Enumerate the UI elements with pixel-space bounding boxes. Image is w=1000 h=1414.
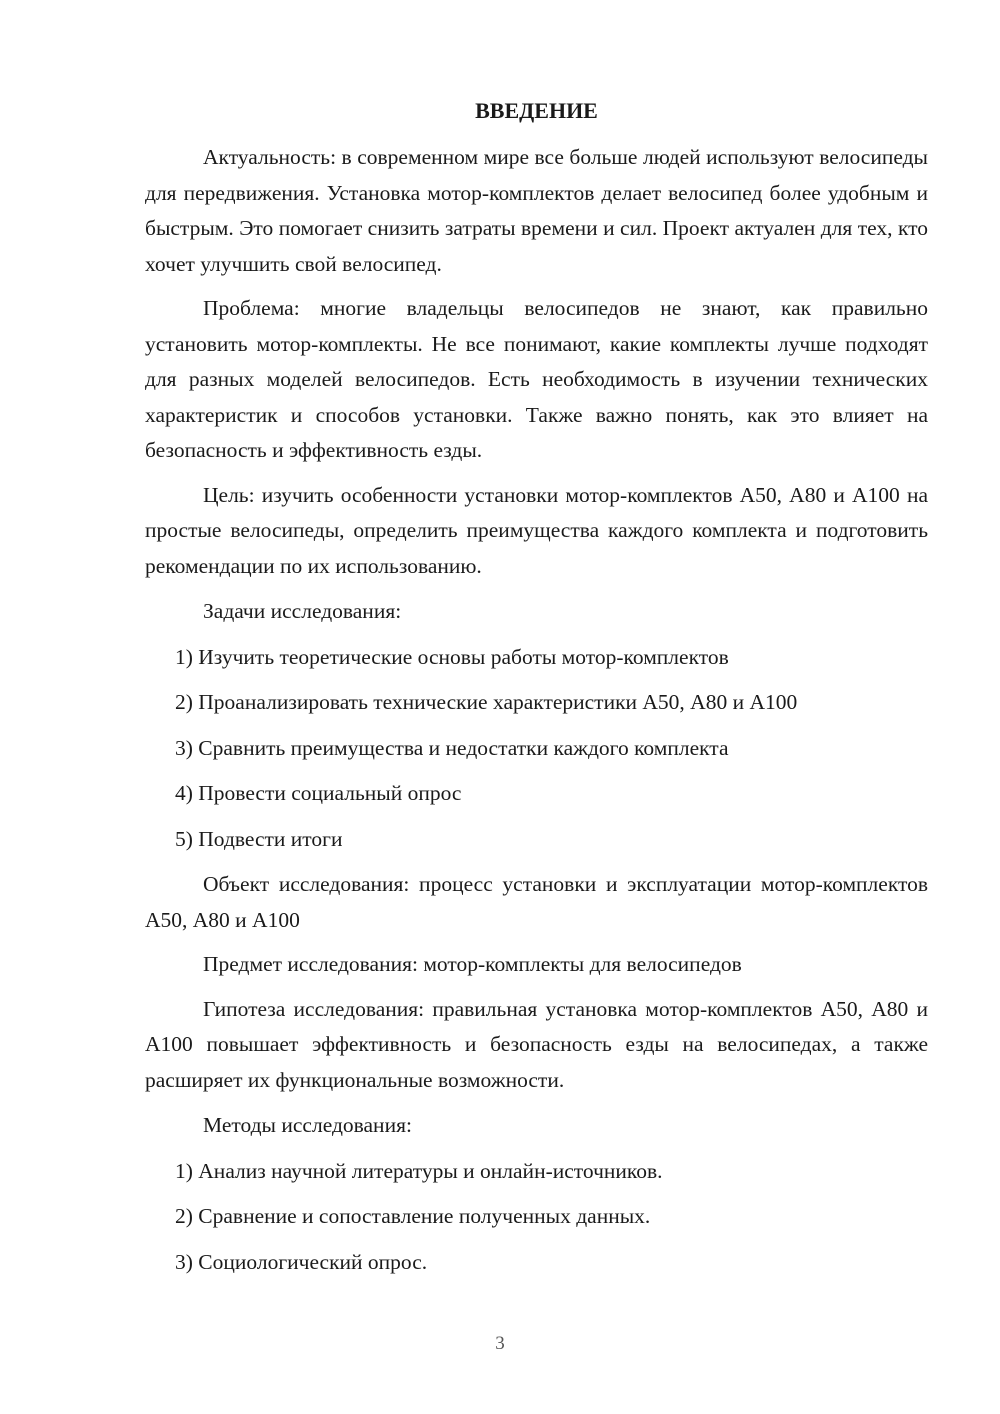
task-item: 5) Подвести итоги: [175, 826, 343, 851]
task-item: 1) Изучить теоретические основы работы мотор-комплектов: [175, 644, 729, 669]
hypothesis-paragraph: Гипотеза исследования: правильная установка мотор-комплектов А50, А80 и А100 повышает эффективность и безопасность езды на велосипедах, а также расширяет их функциональные возможности.: [145, 996, 928, 1092]
methods-label: Методы исследования:: [203, 1113, 412, 1137]
document-page: [145, 96, 928, 1290]
section-title: ВВЕДЕНИЕ: [475, 98, 598, 123]
relevance-paragraph: Актуальность: в современном мире все больше людей используют велосипеды для передвижения. Установка мотор-комплектов делает велосипед более удобным и быстрым. Это помогает снизить затраты времени и сил. Проект актуален для тех, кто хочет улучшить свой велосипед.: [145, 145, 928, 276]
method-item: 3) Социологический опрос.: [175, 1249, 428, 1274]
method-item: 1) Анализ научной литературы и онлайн-источников.: [175, 1158, 663, 1183]
task-item: 3) Сравнить преимущества и недостатки каждого комплекта: [175, 735, 729, 760]
object-paragraph: Объект исследования: процесс установки и эксплуатации мотор-комплектов А50, А80 и А100: [145, 872, 928, 932]
task-item: 4) Провести социальный опрос: [175, 781, 462, 805]
page-number: 3: [495, 1333, 505, 1354]
tasks-list: [145, 640, 928, 858]
goal-paragraph: Цель: изучить особенности установки мотор-комплектов А50, А80 и А100 на простые велосипеды, определить преимущества каждого комплекта и подготовить рекомендации по их использованию.: [145, 482, 928, 578]
tasks-label: Задачи исследования:: [203, 599, 402, 623]
problem-paragraph: Проблема: многие владельцы велосипедов не знают, как правильно установить мотор-комплекты. Не все понимают, какие комплекты лучше подходят для разных моделей велосипедов. Есть необходимость в изучении технических характеристик и способов установки. Также важно понять, как это влияет на безопасность и эффективность езды.: [145, 296, 928, 462]
method-item: 2) Сравнение и сопоставление полученных данных.: [175, 1204, 651, 1228]
methods-list: [145, 1154, 928, 1281]
task-item: 2) Проанализировать технические характеристики А50, А80 и А100: [175, 690, 798, 714]
subject-paragraph: Предмет исследования: мотор-комплекты для велосипедов: [203, 952, 742, 976]
